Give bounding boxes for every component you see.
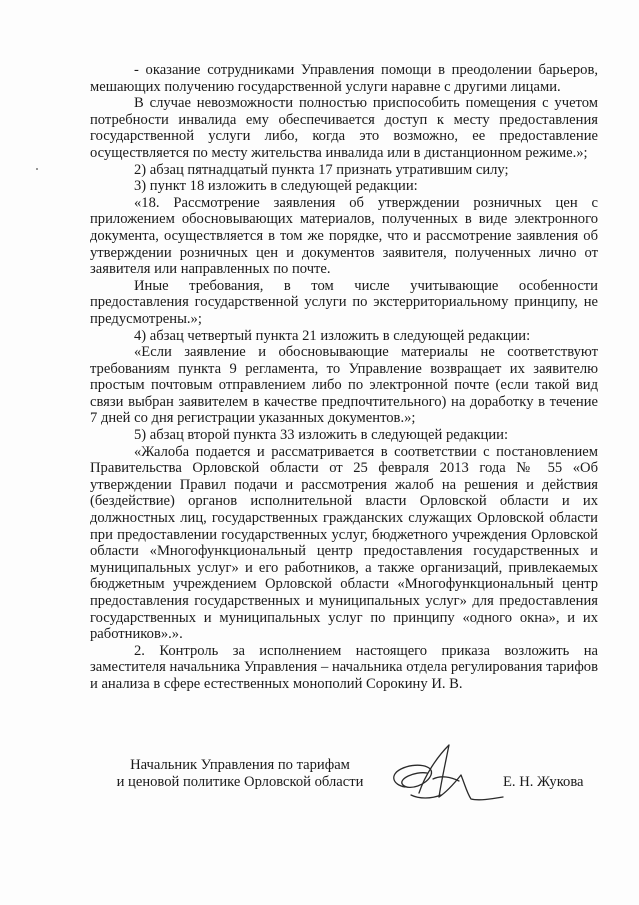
paragraph-2: В случае невозможности полностью приспособить помещения с учетом потребности инвалида ему обеспечивается доступ к месту предоставления государственной услуги либо, когда это возможно, ее предоставление осуществляется по месту жительства инвалида или в дистанционном режиме.»; [90, 95, 598, 161]
signatory-title-line-1: Начальник Управления по тарифам [130, 757, 350, 773]
paragraph-1: - оказание сотрудниками Управления помощи в преодолении барьеров, мешающих получению государственной услуги наравне с другими лицами. [90, 62, 598, 95]
signature-block [90, 757, 598, 817]
signatory-name: Е. Н. Жукова [503, 774, 584, 790]
signatory-title [90, 757, 390, 791]
paragraph-11: 2. Контроль за исполнением настоящего приказа возложить на заместителя начальника Управления – начальника отдела регулирования тарифов и анализа в сфере естественных монополий Сорокину И. В. [90, 642, 598, 692]
scan-speck [36, 168, 38, 170]
paragraph-4: 3) пункт 18 изложить в следующей редакции: [134, 178, 418, 195]
paragraph-9: 5) абзац второй пункта 33 изложить в следующей редакции: [134, 427, 509, 444]
paragraph-8: «Если заявление и обосновывающие материалы не соответствуют требованиям пункта 9 регламента, то Управление возвращает их заявителю простым почтовым отправлением либо по электронной почте (если такой вид связи выбран заявителем в качестве предпочтительного) на доработку в течение 7 дней со дня регистрации указанных документов.»; [90, 344, 598, 427]
paragraph-5: «18. Рассмотрение заявления об утверждении розничных цен с приложением обосновывающих материалов, полученных в виде электронного документа, осуществляется в том же порядке, что и рассмотрение заявления об утверждении розничных цен и документов заявителя, полученных лично от заявителя или направленных по почте. [90, 194, 598, 278]
paragraph-10: «Жалоба подается и рассматривается в соответствии с постановлением Правительства Орловской области от 25 февраля 2013 года № 55 «Об утверждении Правил подачи и рассмотрения жалоб на решения и действия (бездействие) органов исполнительной власти Орловской области и их должностных лиц, государственных гражданских служащих Орловской области при предоставлении государственных услуг, бюджетного учреждения Орловской области «Многофункциональный центр предоставления государственных и муниципальных услуг» и его работников, а также организаций, привлекаемых бюджетным учреждением Орловской области «Многофункциональный центр предоставления государственных и муниципальных услуг» для предоставления государственных и муниципальных услуг по принципу «одного окна», и их работников».». [90, 443, 598, 643]
signatory-title-line-2: и ценовой политике Орловской области [116, 774, 364, 790]
paragraph-7: 4) абзац четвертый пункта 21 изложить в следующей редакции: [134, 327, 531, 344]
document-body [90, 62, 598, 693]
handwritten-signature [375, 735, 505, 815]
paragraph-3: 2) абзац пятнадцатый пункта 17 признать утратившим силу; [134, 161, 509, 178]
paragraph-6: Иные требования, в том числе учитывающие особенности предоставления государственной услуги по экстерриториальному принципу, не предусмотрены.»; [90, 277, 598, 327]
